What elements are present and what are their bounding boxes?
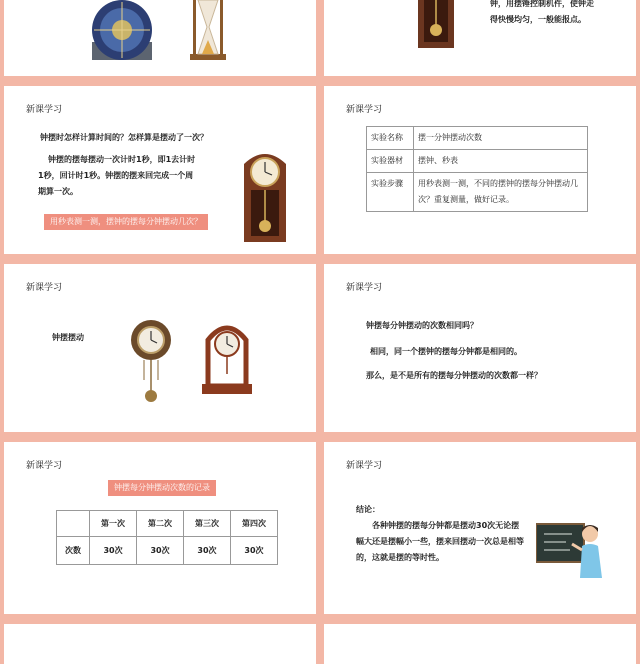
slide3-title: 新课学习: [26, 105, 63, 115]
experiment-row-equipment: [367, 150, 588, 173]
slide2-text-line-1: 钟，用摆锤控制机件，使钟走: [490, 0, 594, 8]
slide-5: [4, 264, 316, 432]
record-row-label: 次数: [57, 537, 90, 565]
record-header-cell: 第一次: [90, 511, 137, 537]
slide8-conclusion-line-1: 各种钟摆的摆每分钟都是摆动30次无论摆: [372, 521, 520, 530]
experiment-content: 用秒表测一测，不同的摆钟的摆每分钟摆动几次？重复测量，做好记录。: [414, 173, 588, 212]
experiment-label: 实验器材: [367, 150, 414, 173]
slide3-highlight: 用秒表测一测，摆钟的摆每分钟摆动几次？: [44, 214, 208, 230]
record-header-cell: 第四次: [230, 511, 277, 537]
slide-10: [324, 624, 636, 664]
slide3-para-line-1: 钟摆的摆每摆动一次计时1秒，即1去计时: [48, 155, 196, 164]
record-table: [56, 510, 278, 565]
record-header-row: [57, 511, 278, 537]
slide-8: [324, 442, 636, 614]
slide6-line-1: 钟摆每分钟摆动的次数相同吗？: [366, 321, 478, 330]
wall-clock-image: [414, 0, 458, 48]
slide8-conclusion-line-2: 幅大还是摆幅小一些，摆来回摆动一次总是相等: [356, 537, 524, 546]
record-data-row: [57, 537, 278, 565]
record-cell: 30次: [184, 537, 231, 565]
record-cell: 30次: [137, 537, 184, 565]
slide7-title: 新课学习: [26, 461, 63, 471]
experiment-content: 摆钟、秒表: [414, 150, 588, 173]
experiment-label: 实验步骤: [367, 173, 414, 212]
record-header-cell: 第三次: [184, 511, 231, 537]
slide7-banner: 钟摆每分钟摆动次数的记录: [108, 480, 216, 496]
record-cell: 30次: [90, 537, 137, 565]
slide6-line-3: 那么，是不是所有的摆每分钟摆动的次数都一样？: [366, 371, 542, 380]
slide8-conclusion-label: 结论：: [356, 505, 380, 514]
mantel-clock-image: [202, 316, 252, 394]
experiment-row-steps: [367, 173, 588, 212]
slide6-line-2: 相同，同一个摆钟的摆每分钟都是相同的。: [370, 347, 522, 356]
slide5-label: 钟摆摆动: [52, 333, 84, 342]
slide5-title: 新课学习: [26, 283, 63, 293]
slide-2: [324, 0, 636, 76]
experiment-label: 实验名称: [367, 127, 414, 150]
astrolabe-clock-image: [86, 0, 158, 66]
slide-1: [4, 0, 316, 76]
experiment-table: [366, 126, 588, 212]
record-header-cell: 第二次: [137, 511, 184, 537]
slide4-title: 新课学习: [346, 105, 383, 115]
slide-4: [324, 86, 636, 254]
slide3-para-line-3: 期算一次。: [38, 187, 78, 196]
slide-9: [4, 624, 316, 664]
slide3-para-line-2: 1秒，回计时1秒。钟摆的摆来回完成一个周: [38, 171, 194, 180]
slide-7: [4, 442, 316, 614]
slide6-title: 新课学习: [346, 283, 383, 293]
slide3-question: 钟摆时怎样计算时间的？怎样算是摆动了一次？: [40, 133, 208, 142]
experiment-content: 摆一分钟摆动次数: [414, 127, 588, 150]
pendulum-clock-image: [240, 144, 290, 242]
slide8-conclusion-line-3: 的，这就是摆的等时性。: [356, 553, 444, 562]
record-header-cell: [57, 511, 90, 537]
slide-3: [4, 86, 316, 254]
experiment-row-name: [367, 127, 588, 150]
hourglass-image: [188, 0, 228, 60]
teacher-blackboard-image: [536, 520, 604, 578]
slide-6: [324, 264, 636, 432]
slide8-title: 新课学习: [346, 461, 383, 471]
slide2-text-line-2: 得快慢均匀，一般能报点。: [490, 15, 586, 24]
ornate-pendulum-clock-image: [130, 310, 172, 406]
record-cell: 30次: [230, 537, 277, 565]
